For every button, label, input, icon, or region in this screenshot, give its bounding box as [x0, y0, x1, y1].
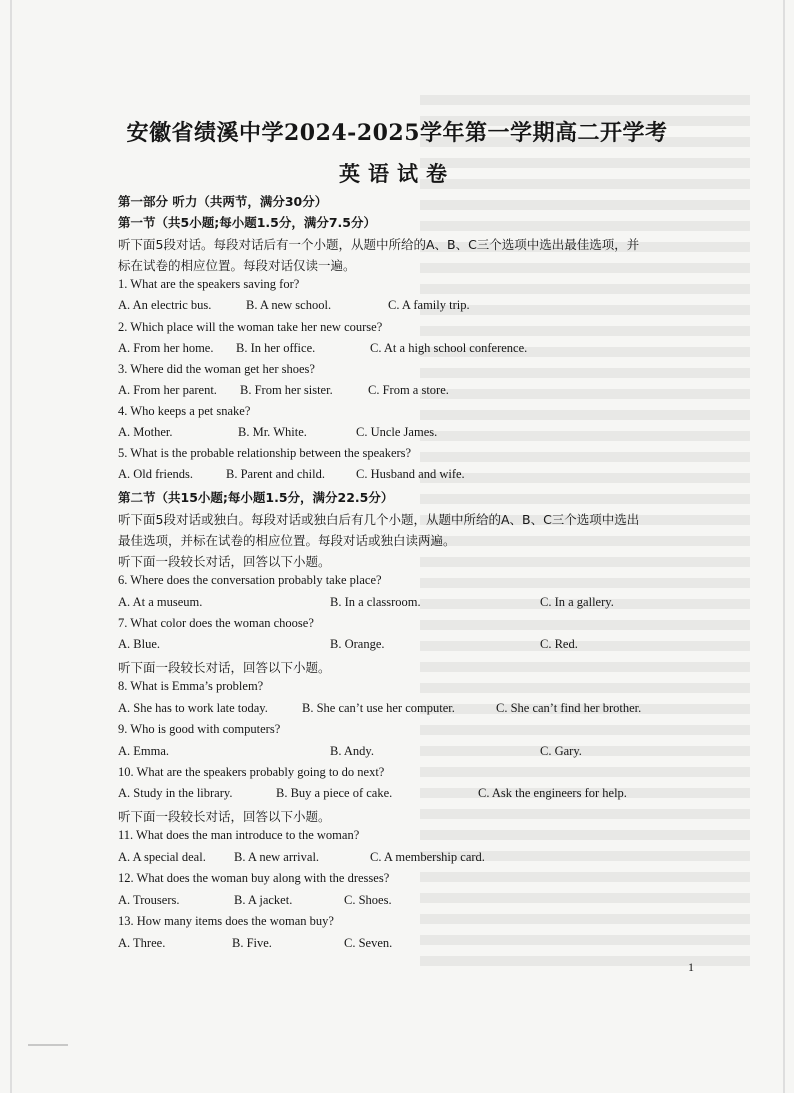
- q12-option-a: A. Trousers.: [118, 893, 180, 907]
- exam-title: 安徽省绩溪中学2024-2025学年第一学期高二开学考: [126, 120, 668, 146]
- q10-option-a: A. Study in the library.: [118, 786, 233, 800]
- q4-option-a: A. Mother.: [118, 425, 173, 439]
- question-6: 6. Where does the conversation probably take place?: [118, 573, 382, 587]
- q3-option-a: A. From her parent.: [118, 383, 217, 397]
- q11-option-a: A. A special deal.: [118, 850, 206, 864]
- question-12: 12. What does the woman buy along with the dresses?: [118, 871, 390, 885]
- question-2: 2. Which place will the woman take her new course?: [118, 320, 383, 334]
- part1-heading: 第一部分 听力（共两节，满分30分）: [118, 194, 328, 209]
- q9-option-c: C. Gary.: [540, 744, 582, 758]
- bleed-through-text: [420, 95, 750, 975]
- question-4: 4. Who keeps a pet snake?: [118, 404, 251, 418]
- q1-option-a: A. An electric bus.: [118, 298, 212, 312]
- section1-heading: 第一节（共5小题;每小题1.5分，满分7.5分）: [118, 215, 376, 230]
- question-13: 13. How many items does the woman buy?: [118, 914, 334, 928]
- q7-option-b: B. Orange.: [330, 637, 385, 651]
- q6-option-b: B. In a classroom.: [330, 595, 421, 609]
- question-10: 10. What are the speakers probably going to do next?: [118, 765, 385, 779]
- q6-option-a: A. At a museum.: [118, 595, 203, 609]
- q9-option-a: A. Emma.: [118, 744, 170, 758]
- listening-note-2: 听下面一段较长对话，回答以下小题。: [118, 660, 331, 675]
- q1-option-c: C. A family trip.: [388, 298, 470, 312]
- question-8: 8. What is Emma’s problem?: [118, 679, 264, 693]
- q4-option-c: C. Uncle James.: [356, 425, 438, 439]
- question-11: 11. What does the man introduce to the woman?: [118, 828, 360, 842]
- q7-option-a: A. Blue.: [118, 637, 161, 651]
- section1-instructions-line2: 标在试卷的相应位置。每段对话仅读一遍。: [118, 258, 356, 273]
- q13-option-c: C. Seven.: [344, 936, 393, 950]
- q8-option-a: A. She has to work late today.: [118, 701, 268, 715]
- page-number: 1: [688, 960, 694, 974]
- section2-instructions-line1: 听下面5段对话或独白。每段对话或独白后有几个小题，从题中所给的A、B、C三个选项中选出: [118, 512, 640, 527]
- listening-note-3: 听下面一段较长对话，回答以下小题。: [118, 809, 331, 824]
- listening-note-1: 听下面一段较长对话，回答以下小题。: [118, 554, 331, 569]
- q7-option-c: C. Red.: [540, 637, 578, 651]
- q4-option-b: B. Mr. White.: [238, 425, 307, 439]
- q1-option-b: B. A new school.: [246, 298, 332, 312]
- q5-option-c: C. Husband and wife.: [356, 467, 465, 481]
- q6-option-c: C. In a gallery.: [540, 595, 614, 609]
- q9-option-b: B. Andy.: [330, 744, 374, 758]
- q12-option-b: B. A jacket.: [234, 893, 293, 907]
- q2-option-b: B. In her office.: [236, 341, 316, 355]
- q13-option-a: A. Three.: [118, 936, 166, 950]
- section2-heading: 第二节（共15小题;每小题1.5分，满分22.5分）: [118, 490, 394, 505]
- q3-option-b: B. From her sister.: [240, 383, 333, 397]
- question-9: 9. Who is good with computers?: [118, 722, 281, 736]
- q8-option-c: C. She can’t find her brother.: [496, 701, 642, 715]
- exam-subtitle: 英语试卷: [339, 161, 455, 186]
- q8-option-b: B. She can’t use her computer.: [302, 701, 455, 715]
- q2-option-a: A. From her home.: [118, 341, 214, 355]
- question-3: 3. Where did the woman get her shoes?: [118, 362, 315, 376]
- q2-option-c: C. At a high school conference.: [370, 341, 528, 355]
- q10-option-b: B. Buy a piece of cake.: [276, 786, 393, 800]
- q11-option-b: B. A new arrival.: [234, 850, 320, 864]
- q12-option-c: C. Shoes.: [344, 893, 392, 907]
- section1-instructions-line1: 听下面5段对话。每段对话后有一个小题，从题中所给的A、B、C三个选项中选出最佳选项，并: [118, 237, 640, 252]
- question-7: 7. What color does the woman choose?: [118, 616, 314, 630]
- question-1: 1. What are the speakers saving for?: [118, 277, 300, 291]
- q5-option-b: B. Parent and child.: [226, 467, 325, 481]
- q10-option-c: C. Ask the engineers for help.: [478, 786, 627, 800]
- question-5: 5. What is the probable relationship between the speakers?: [118, 446, 412, 460]
- scan-mark: [28, 1044, 68, 1046]
- section2-instructions-line2: 最佳选项，并标在试卷的相应位置。每段对话或独白读两遍。: [118, 533, 456, 548]
- q3-option-c: C. From a store.: [368, 383, 449, 397]
- q13-option-b: B. Five.: [232, 936, 272, 950]
- q11-option-c: C. A membership card.: [370, 850, 485, 864]
- q5-option-a: A. Old friends.: [118, 467, 193, 481]
